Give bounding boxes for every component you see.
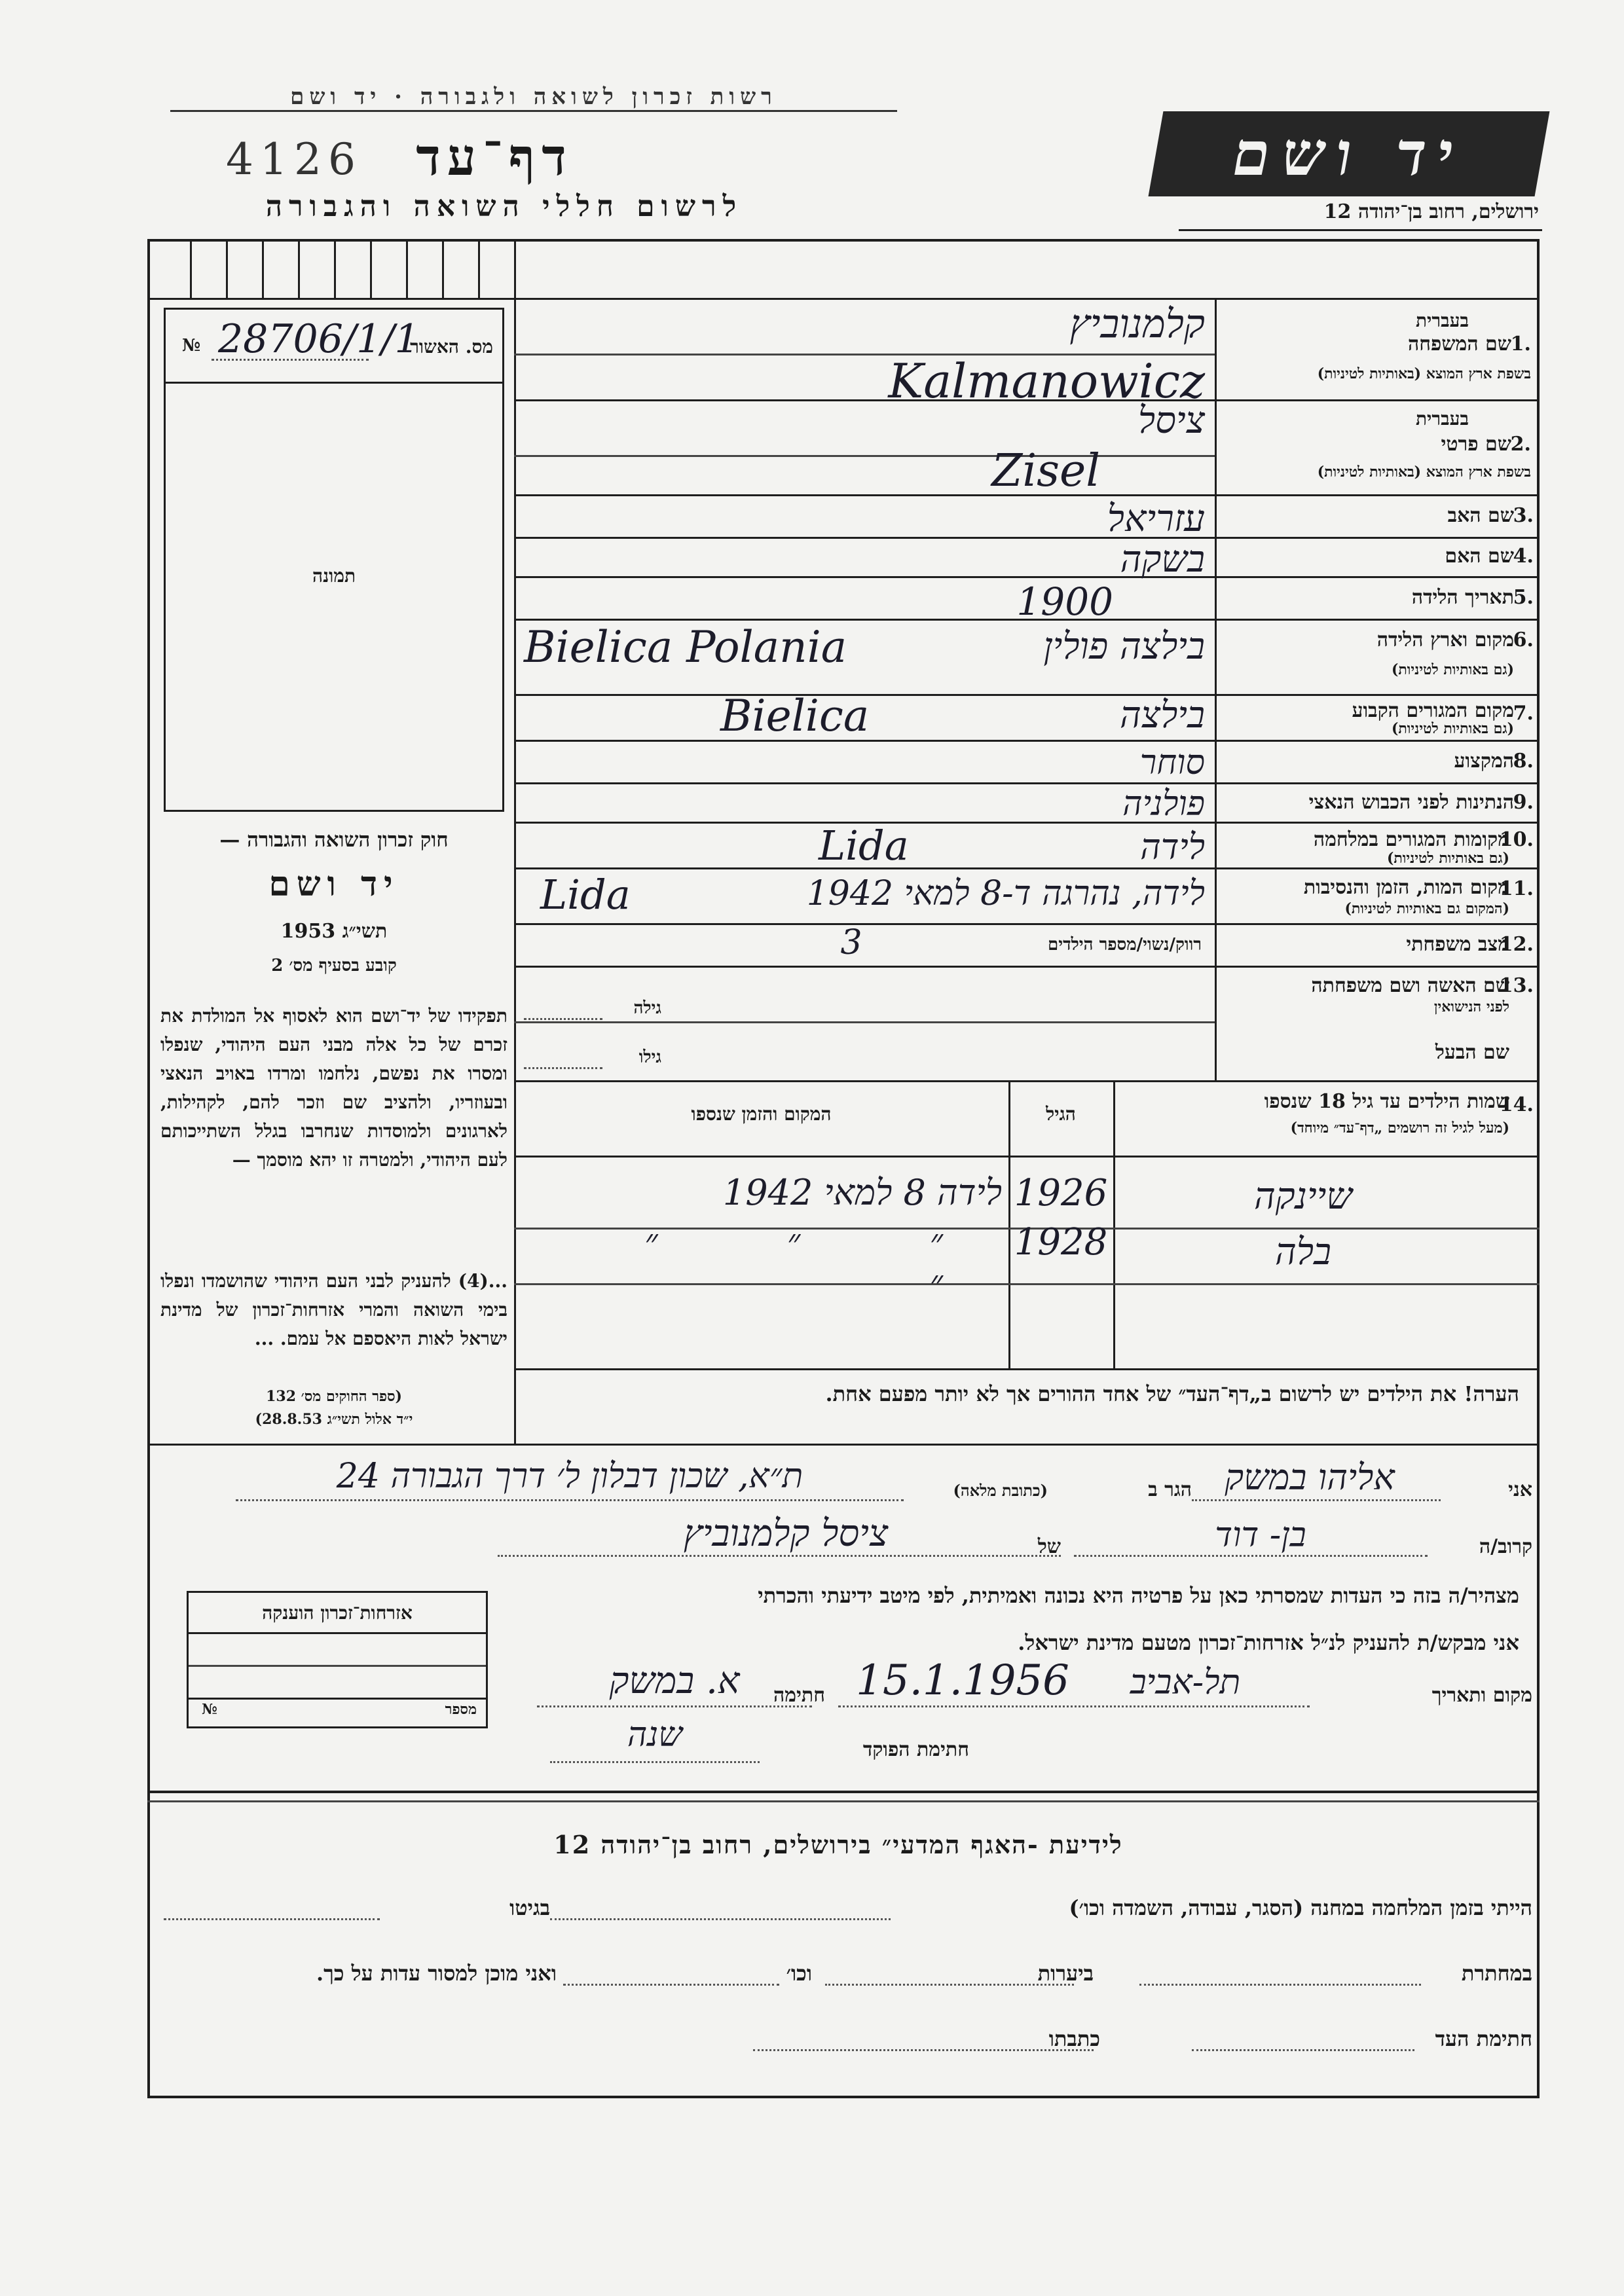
law-body-2: ...(4) להעניק לבני העם היהודי שהושמדו ונפלו בימי השואה והמרי אזרחות־זכרון של מדינת ישראל לאות היאספם אל עמם. ... [160, 1270, 507, 1349]
field-13-num: 13. [1499, 974, 1534, 997]
children-place-header: המקום והזמן שנספו [691, 1103, 832, 1125]
form-subtitle: לרשום חללי השואה והגבורה [265, 190, 743, 223]
field-2-tag: בעברית [1415, 408, 1469, 429]
law-clause: קובע בסעיף מס׳ 2 [271, 956, 397, 975]
approval-number-label: מס. האשור [410, 336, 493, 357]
law-year: תשי״ג 1953 [280, 920, 388, 943]
field-9-num: 9. [1513, 791, 1534, 814]
child-1-place: לידה 8 למאי 1942 [722, 1172, 1002, 1213]
decl-place-date-label: מקום ותאריך [1431, 1684, 1532, 1707]
address: ירושלים, רחוב בן־יהודה 12 [1323, 200, 1539, 223]
field-10-sub: (גם באותיות לטיניות) [1386, 850, 1509, 867]
form-title: דף־עד [416, 128, 573, 187]
field-1-label: שם המשפחה [1407, 333, 1511, 355]
children-sub: (מעל לגיל זה רושמים „דף־עד״ מיוחד) [1290, 1120, 1509, 1137]
field-9-value: פולניה [1122, 784, 1205, 824]
field-1-sub: בשפת ארץ המוצא (באותיות לטיניות) [1317, 365, 1531, 382]
field-6-sub: (גם באותיות לטיניות) [1391, 661, 1514, 678]
footer-line1-b: בגיטו [509, 1895, 550, 1920]
field-8-label: המקצוע [1454, 750, 1514, 773]
field-3-label: שם האב [1447, 504, 1514, 527]
field-7-sub: (גם באותיות לטיניות) [1391, 720, 1514, 737]
approval-number-box [164, 308, 504, 812]
field-12-label: מצב משפחתי [1406, 933, 1509, 956]
child-1-age: 1926 [1014, 1172, 1108, 1214]
field-9-label: הנתינות לפני הכבוש הנאצי [1308, 791, 1514, 814]
children-note: הערה! את הילדים יש לרשום ב„דף־העד״ של אחד ההורים אך לא יותר מפעם אחת. [825, 1381, 1519, 1406]
field-1-tag: בעברית [1415, 310, 1469, 331]
field-2-label: שם פרטי [1441, 433, 1511, 456]
field-11-latin-value: Lida [540, 871, 631, 919]
citizenship-no-symbol: № [202, 1701, 217, 1718]
decl-relative-of: ציסל קלמנוביץ [683, 1512, 889, 1555]
field-10-num: 10. [1499, 828, 1534, 851]
field-13-label: שם האשה ושם משפחתה [1311, 974, 1509, 997]
decl-signature: א. במשק [609, 1660, 740, 1702]
field-1-latin-value: Kalmanowicz [888, 354, 1205, 409]
child-2-name: בלה [1275, 1231, 1331, 1273]
no-symbol: № [182, 336, 201, 355]
children-num: 14. [1499, 1093, 1534, 1116]
law-title: חוק זכרון השואה והגבורה — [219, 828, 449, 852]
decl-officer-signature: שנה [627, 1715, 683, 1755]
law-ref-1: (ספר החוקים מס׳ 132 [266, 1388, 402, 1405]
field-7-num: 7. [1513, 702, 1534, 725]
decl-address: ת״א, שכון דבלון ל׳ דרך הגבורה 24 [336, 1457, 803, 1496]
children-age-header: הגיל [1046, 1103, 1076, 1125]
decl-signature-label: חתימה [773, 1684, 825, 1707]
footer-line3-a: חתימת העד [1435, 2026, 1532, 2051]
law-name: יד ושם [268, 864, 399, 904]
field-7-latin-value: Bielica [720, 691, 870, 741]
child-2-place: ״ ״ ״ ״ [644, 1221, 1002, 1303]
field-4-label: שם האם [1445, 545, 1514, 568]
field-12-num: 12. [1499, 933, 1534, 956]
field-1-num: 1. [1510, 333, 1531, 355]
field-5-label: תאריך הלידה [1411, 586, 1514, 609]
top-strip: רשות זכרון לשואה ולגבורה · יד ושם [170, 84, 897, 112]
field-6-label: מקום וארץ הלידה [1376, 629, 1514, 651]
citizenship-box [187, 1591, 488, 1728]
field-2-num: 2. [1510, 433, 1531, 456]
field-11-sub: (המקום גם באותיות לטיניות) [1344, 900, 1509, 917]
yad-vashem-logo [1149, 111, 1550, 196]
field-8-value: סוחר [1139, 743, 1205, 782]
field-13-sub: לפני הנישואין [1433, 998, 1509, 1015]
field-6-latin-value: Bielica Polania [524, 622, 847, 672]
field-husband-age-label: גילו [638, 1048, 661, 1067]
field-5-value: 1900 [1016, 579, 1113, 624]
law-body: תפקידו של יד־ושם הוא לאסוף אל המולדת את זכרם של כל אלה מבני העם היהודי, שנפלו ומסרו את נפשם, נלחמו ומרדו באויב הנאצי ובעוזריו, ולהציב שם וזכר להם, לקהילות, לארגונים ולמוסדות שנחרבו בגלל השתייכותם לעם היהודי, ולמטרה זו יהא מוסמך — [160, 1005, 507, 1171]
decl-place: תל-אביב [1130, 1663, 1241, 1702]
field-2-latin-value: Zisel [991, 445, 1100, 497]
field-1-hebrew-value: קלמנוביץ [1069, 301, 1205, 347]
child-1-name: שיינקה [1253, 1175, 1352, 1218]
page-number: 4126 [226, 134, 362, 185]
field-10-label: מקומות המגורים במלחמה [1313, 828, 1509, 851]
decl-i-label: אני [1508, 1478, 1532, 1501]
decl-name: אליהו במשק [1225, 1457, 1395, 1498]
footer-line2-c: וכו׳ [786, 1961, 812, 1986]
field-12-value: 3 [840, 923, 862, 962]
field-8-num: 8. [1513, 750, 1534, 773]
decl-address-hint: (כתובת מלאה) [953, 1481, 1048, 1500]
field-7-value: בילצה [1119, 694, 1205, 737]
field-3-value: עזריאל [1107, 498, 1205, 540]
field-7-label: מקום המגורים הקבוע [1352, 699, 1514, 722]
field-12-value-label: רווק/נשוי/מספר הילדים [1048, 935, 1202, 955]
field-3-num: 3. [1513, 504, 1534, 527]
decl-officer-label: חתימת הפוקד [862, 1738, 969, 1761]
decl-statement-2: אני מבקש/ת להעניק לנ״ל אזרחות־זכרון מטעם מדינת ישראל. [1018, 1630, 1519, 1655]
children-label: שמות הילדים עד גיל 18 שנספו [1264, 1090, 1509, 1113]
field-13-age-label: גילה [633, 998, 661, 1018]
field-2-sub: בשפת ארץ המוצא (באותיות לטיניות) [1317, 464, 1531, 481]
field-11-value: לידה, נהרגה ד-8 למאי 1942 [806, 874, 1205, 913]
footer-line2-b: ביערות [1037, 1961, 1094, 1986]
field-2-hebrew-value: ציסל [1137, 399, 1205, 442]
decl-relation: בן- דוד [1215, 1516, 1306, 1555]
field-10-latin-value: Lida [819, 822, 909, 869]
field-10-value: לידה [1140, 826, 1205, 867]
decl-residing-label: הגר ב [1148, 1478, 1192, 1501]
field-husband-label: שם הבעל [1435, 1041, 1509, 1064]
field-4-value: בשקה [1120, 538, 1205, 581]
field-1-surname [1217, 300, 1538, 398]
child-2-age: 1928 [1014, 1221, 1108, 1264]
citizenship-number-label: מספר [445, 1701, 477, 1718]
citizenship-title: אזרחות־זכרון הוענקה [262, 1602, 413, 1624]
photo-label: תמונה [312, 565, 356, 587]
footer-title: לידיעת -האגף המדעי״ בירושלים, רחוב בן־יהודה 12 [553, 1830, 1123, 1859]
law-ref-2: י״ד אלול תשי״ג 28.8.53) [255, 1411, 413, 1428]
decl-statement-1: מצהיר/ה בזה כי העדות שמסרתי כאן על פרטיה היא נכונה ואמיתית, לפי מיטב ידיעתי והכרתי [758, 1583, 1519, 1608]
field-5-num: 5. [1513, 586, 1534, 609]
field-4-num: 4. [1513, 545, 1534, 568]
field-6-value: בילצה פולין [1043, 625, 1205, 668]
decl-of-label: של [1037, 1535, 1061, 1558]
footer-line2-d: ואני מוכן למסור עדות על כך. [316, 1961, 557, 1986]
field-11-label: מקום המות, הזמן והנסיבות [1303, 876, 1509, 899]
footer-line3-b: כתבתו [1048, 2026, 1100, 2051]
decl-date: 15.1.1956 [856, 1656, 1069, 1705]
field-2-firstname [1217, 401, 1538, 493]
decl-relative-label: קרוב/ה [1479, 1535, 1532, 1558]
approval-number-value: 28706/1/1 [218, 316, 420, 362]
footer-line1-a: הייתי בזמן המלחמה במחנה (הסגר, עבודה, השמדה וכו׳) [1069, 1895, 1532, 1920]
logo-text: יד ושם [1227, 118, 1471, 189]
footer-line2-a: במחתרת [1461, 1961, 1532, 1986]
field-11-num: 11. [1499, 877, 1534, 900]
field-6-num: 6. [1513, 629, 1534, 651]
